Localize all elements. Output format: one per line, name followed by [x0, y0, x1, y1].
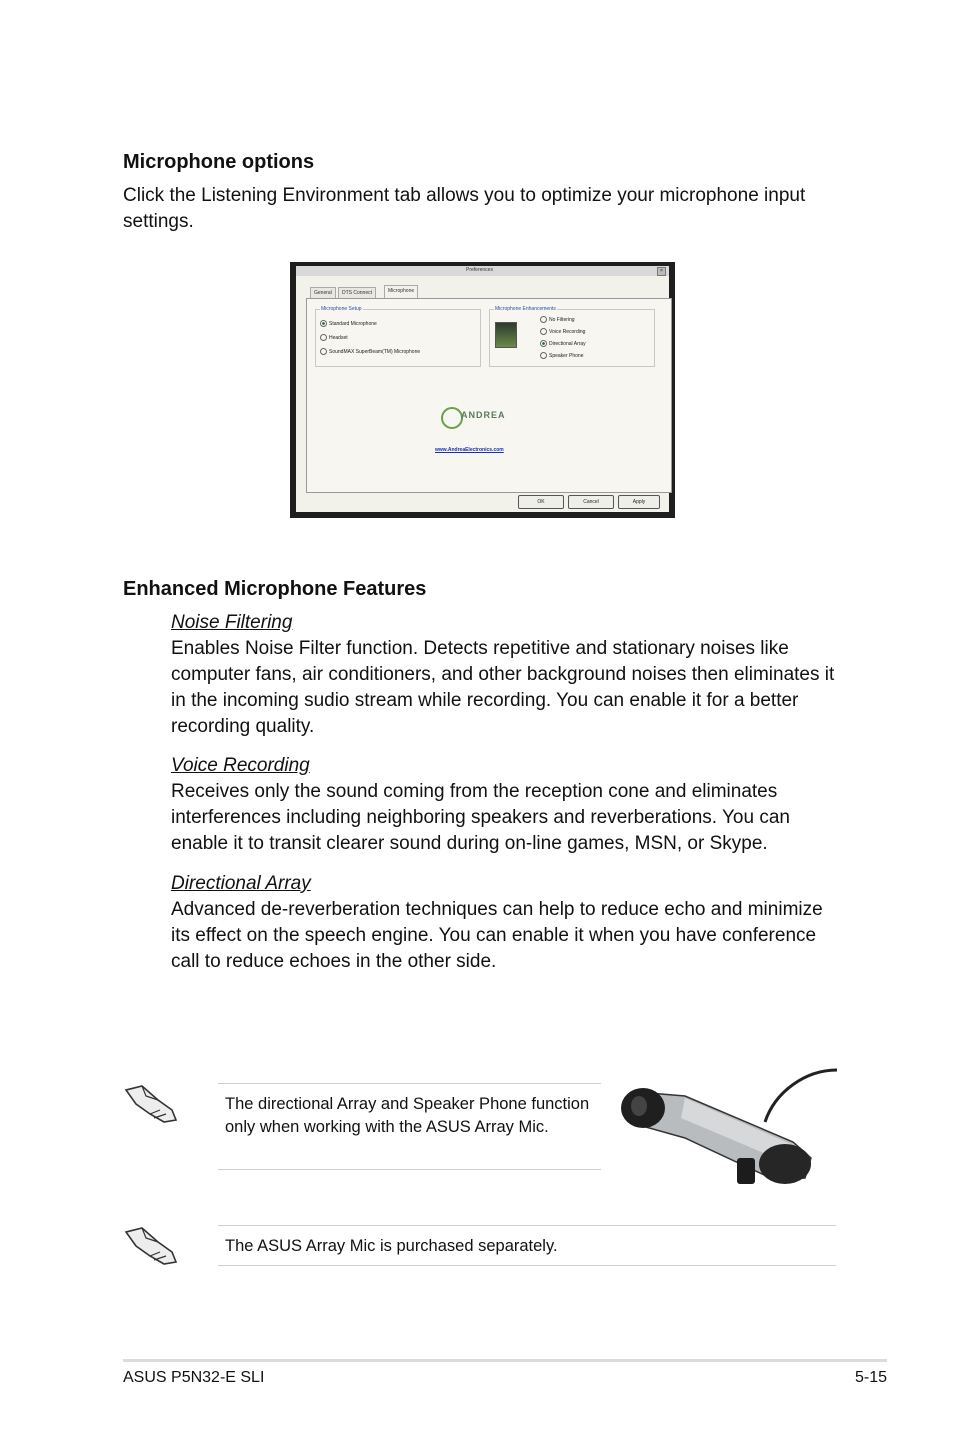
- radio-label: Speaker Phone: [549, 352, 584, 359]
- tab-microphone[interactable]: Microphone: [384, 285, 418, 299]
- section-heading-microphone-options: Microphone options: [123, 151, 315, 173]
- radio-superbeam-microphone[interactable]: [320, 348, 420, 355]
- microphone-effect-icon: [495, 322, 517, 348]
- note-hand-icon: [124, 1224, 178, 1266]
- radio-no-filtering[interactable]: [540, 316, 575, 323]
- feature-body-noise-filtering: Enables Noise Filter function. Detects repetitive and stationary noises like computer fans, air conditioners, and other background noises then eliminates it in the incoming sudio stream while recording. You can enable it for a better recording quality.: [171, 638, 835, 737]
- tab-general[interactable]: General: [310, 287, 336, 300]
- radio-icon: [540, 352, 547, 359]
- radio-icon: [540, 316, 547, 323]
- cancel-button[interactable]: Cancel: [568, 495, 614, 509]
- asus-array-mic-image: [615, 1062, 839, 1188]
- dialog-title-bar: [296, 266, 669, 276]
- radio-icon: [540, 328, 547, 335]
- note-array-mic-requirement: The directional Array and Speaker Phone function only when working with the ASUS Array Mic.: [225, 1095, 590, 1136]
- radio-headset[interactable]: [320, 334, 348, 341]
- microphone-setup-label: Microphone Setup: [321, 306, 362, 312]
- radio-icon: [320, 348, 327, 355]
- section-heading-enhanced-features: Enhanced Microphone Features: [123, 578, 427, 600]
- radio-label: No Filtering: [549, 316, 575, 323]
- microphone-enhancements-group: [489, 306, 655, 367]
- radio-speaker-phone[interactable]: [540, 352, 583, 359]
- footer-rule: [123, 1359, 887, 1362]
- note-top-rule: [218, 1225, 836, 1226]
- intro-paragraph: Click the Listening Environment tab allows you to optimize your microphone input settings.: [123, 185, 806, 232]
- note-top-rule: [218, 1083, 601, 1084]
- close-icon[interactable]: ×: [657, 267, 666, 276]
- radio-label: Headset: [329, 334, 348, 341]
- radio-label: Standard Microphone: [329, 320, 377, 327]
- andrea-logo-text: ANDREA: [461, 410, 506, 420]
- radio-standard-microphone[interactable]: [320, 320, 377, 327]
- note-purchased-separately: The ASUS Array Mic is purchased separately.: [225, 1237, 558, 1255]
- ok-button[interactable]: OK: [518, 495, 564, 509]
- radio-label: Directional Array: [549, 340, 586, 347]
- radio-selected-icon: [320, 320, 327, 327]
- apply-button[interactable]: Apply: [618, 495, 660, 509]
- radio-icon: [320, 334, 327, 341]
- feature-title-directional-array: Directional Array: [171, 873, 311, 894]
- feature-body-directional-array: Advanced de-reverberation techniques can help to reduce echo and minimize its effect on the speech engine. You can enable it when you have conference call to reduce echoes in the other side.: [171, 899, 823, 972]
- radio-directional-array[interactable]: [540, 340, 586, 347]
- tab-dts-connect[interactable]: DTS Connect: [338, 287, 376, 300]
- radio-label: Voice Recording: [549, 328, 586, 335]
- andrea-website-link[interactable]: www.AndreaElectronics.com: [435, 447, 504, 453]
- note-bottom-rule: [218, 1265, 836, 1266]
- note-bottom-rule: [218, 1169, 601, 1170]
- radio-label: SoundMAX SuperBeam(TM) Microphone: [329, 348, 421, 355]
- footer-product-name: ASUS P5N32-E SLI: [123, 1369, 265, 1386]
- andrea-logo-icon: [441, 407, 463, 429]
- preferences-dialog-screenshot: [290, 262, 675, 518]
- footer-page-number: 5-15: [854, 1369, 887, 1386]
- feature-title-voice-recording: Voice Recording: [171, 755, 310, 776]
- microphone-panel: [306, 298, 672, 493]
- dialog-title: Preferences: [466, 267, 493, 273]
- microphone-enhancements-label: Microphone Enhancements: [495, 306, 556, 312]
- feature-body-voice-recording: Receives only the sound coming from the reception cone and eliminates interferences including neighboring speakers and reverberations. You can enable it to transit clearer sound during on-line games, MSN, or Skype.: [171, 781, 790, 854]
- radio-selected-icon: [540, 340, 547, 347]
- note-hand-icon: [124, 1082, 178, 1124]
- feature-title-noise-filtering: Noise Filtering: [171, 612, 293, 633]
- radio-voice-recording[interactable]: [540, 328, 585, 335]
- microphone-setup-group: [315, 306, 481, 367]
